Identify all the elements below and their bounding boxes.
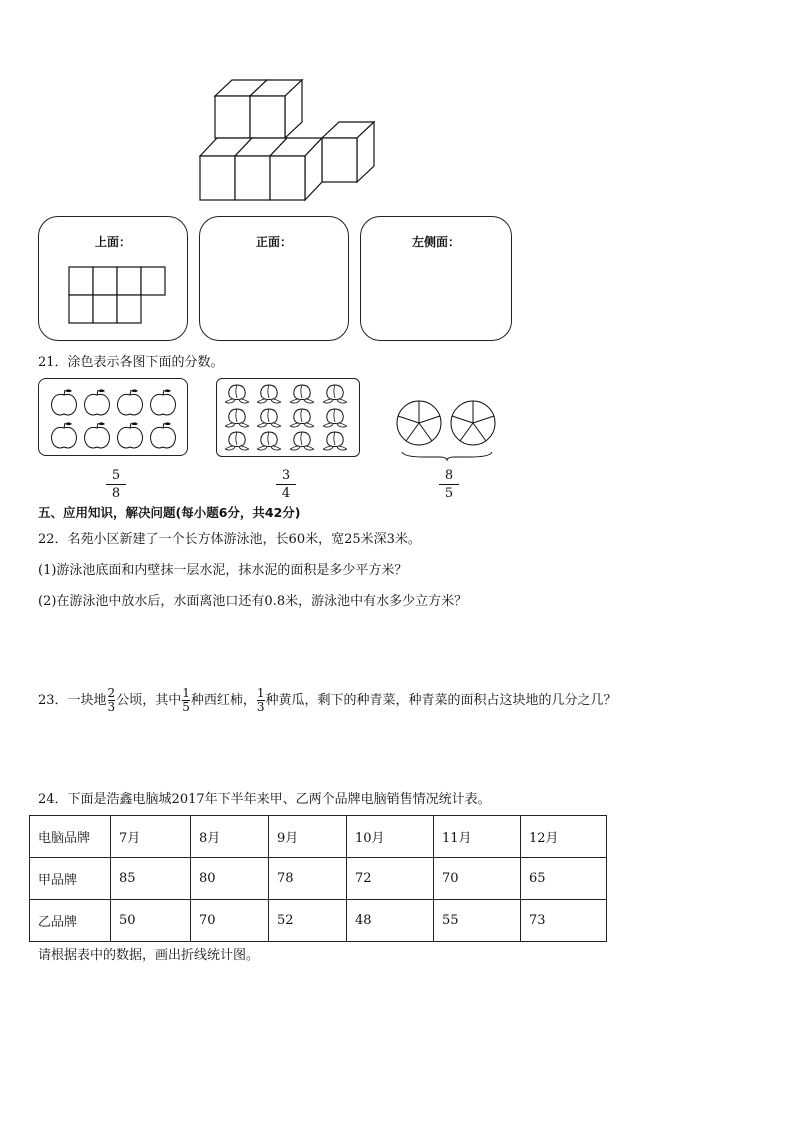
fraction-peaches bbox=[276, 468, 296, 501]
q21-text: 21．涂色表示各图下面的分数。 bbox=[38, 355, 224, 370]
apples-box bbox=[38, 378, 188, 456]
q23-fraction-1 bbox=[108, 687, 116, 714]
table-cell: 72 bbox=[347, 858, 434, 900]
table-cell: 78 bbox=[269, 858, 347, 900]
front-view-box bbox=[199, 216, 349, 341]
table-cell: 70 bbox=[191, 900, 269, 942]
top-view-grid bbox=[67, 265, 169, 327]
fraction-num: 2 bbox=[107, 686, 116, 700]
q22-part1: (1)游泳池底面和内壁抹一层水泥，抹水泥的面积是多少平方米？ bbox=[38, 563, 408, 578]
fraction-num: 8 bbox=[444, 468, 454, 483]
table-header-cell: 12月 bbox=[521, 816, 607, 858]
fraction-num: 5 bbox=[111, 468, 121, 483]
table-row bbox=[30, 900, 607, 942]
fraction-den: 3 bbox=[256, 700, 265, 714]
table-cell: 70 bbox=[434, 858, 521, 900]
left-view-label: 左侧面： bbox=[411, 235, 460, 249]
q23-part1: 23．一块地 bbox=[38, 693, 107, 708]
table-cell: 80 bbox=[191, 858, 269, 900]
top-view-label: 上面： bbox=[94, 235, 131, 249]
table-header-cell: 7月 bbox=[111, 816, 191, 858]
fraction-apples bbox=[106, 468, 126, 501]
table-cell: 48 bbox=[347, 900, 434, 942]
fraction-num: 1 bbox=[182, 686, 190, 700]
fraction-den: 8 bbox=[111, 486, 121, 501]
fraction-den: 3 bbox=[107, 700, 116, 714]
q23-fraction-3 bbox=[257, 687, 265, 714]
q22-part2: (2)在游泳池中放水后，水面离池口还有0.8米，游泳池中有水多少立方米？ bbox=[38, 594, 468, 609]
table-header-cell: 10月 bbox=[347, 816, 434, 858]
table-row bbox=[30, 858, 607, 900]
q23-fraction-2 bbox=[182, 687, 190, 714]
section5-heading: 五、应用知识，解决问题(每小题6分，共42分) bbox=[38, 505, 301, 520]
table-header-cell: 11月 bbox=[434, 816, 521, 858]
table-header-cell: 8月 bbox=[191, 816, 269, 858]
table-header-cell: 电脑品牌 bbox=[30, 816, 111, 858]
q22-text: 22．名苑小区新建了一个长方体游泳池，长60米，宽25米深3米。 bbox=[38, 532, 421, 547]
table-cell: 50 bbox=[111, 900, 191, 942]
table-cell: 甲品牌 bbox=[30, 858, 111, 900]
q23-text bbox=[38, 682, 617, 720]
table-header-row bbox=[30, 816, 607, 858]
table-cell: 55 bbox=[434, 900, 521, 942]
fraction-den: 5 bbox=[182, 700, 190, 714]
pie-circles-figure bbox=[394, 396, 500, 462]
fraction-num: 3 bbox=[281, 468, 291, 483]
peach-icon-group bbox=[217, 379, 359, 456]
table-cell: 52 bbox=[269, 900, 347, 942]
left-view-box bbox=[360, 216, 512, 341]
q24-text: 24．下面是浩鑫电脑城2017年下半年来甲、乙两个品牌电脑销售情况统计表。 bbox=[38, 792, 491, 807]
table-cell: 乙品牌 bbox=[30, 900, 111, 942]
fraction-num: 1 bbox=[256, 686, 265, 700]
table-cell: 85 bbox=[111, 858, 191, 900]
apple-icon-group bbox=[39, 379, 187, 455]
fraction-den: 5 bbox=[444, 486, 454, 501]
table-header-cell: 9月 bbox=[269, 816, 347, 858]
q23-part3: 种西红柿， bbox=[190, 693, 256, 708]
peaches-box bbox=[216, 378, 360, 457]
fraction-circles bbox=[439, 468, 459, 501]
front-view-label: 正面： bbox=[255, 235, 292, 249]
table-cell: 73 bbox=[521, 900, 607, 942]
top-view-box bbox=[38, 216, 188, 341]
sales-table bbox=[29, 815, 607, 942]
cube-stack-figure bbox=[195, 76, 380, 204]
q23-part4: 种黄瓜，剩下的种青菜，种青菜的面积占这块地的几分之几？ bbox=[265, 693, 617, 708]
q24-instruction: 请根据表中的数据，画出折线统计图。 bbox=[38, 948, 260, 963]
fraction-den: 4 bbox=[281, 486, 291, 501]
table-cell: 65 bbox=[521, 858, 607, 900]
q23-part2: 公顷，其中 bbox=[116, 693, 182, 708]
